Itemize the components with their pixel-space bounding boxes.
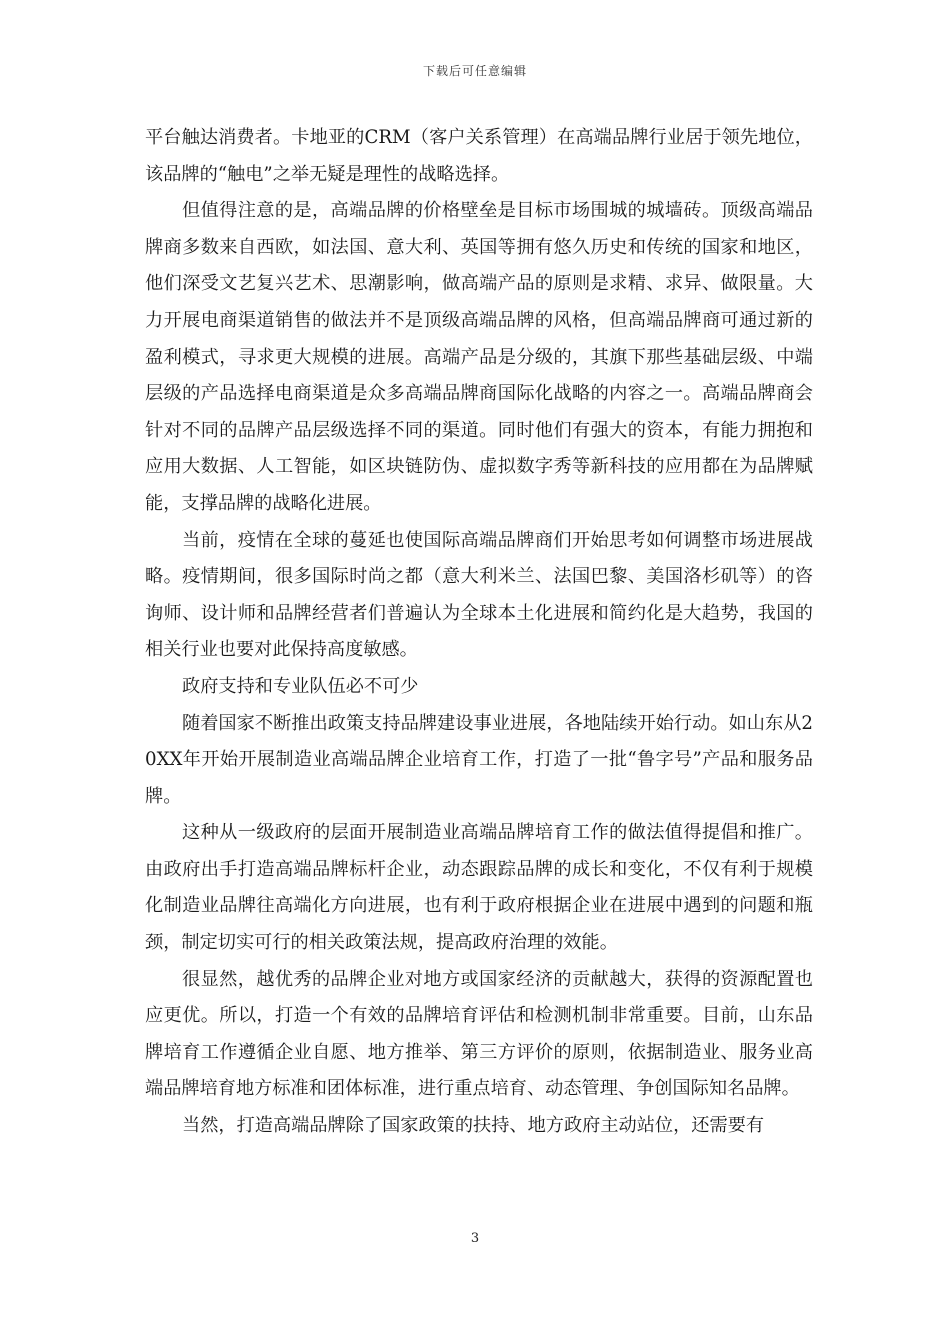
- paragraph-1: 平台触达消费者。卡地亚的CRM（客户关系管理）在高端品牌行业居于领先地位，该品牌的“触电”之举无疑是理性的战略选择。: [145, 127, 813, 185]
- paragraph-6: 很显然，越优秀的品牌企业对地方或国家经济的贡献越大，获得的资源配置也应更优。所以，打造一个有效的品牌培育评估和检测机制非常重要。目前，山东品牌培育工作遵循企业自愿、地方推举、第三方评价的原则，依据制造业、服务业高端品牌培育地方标准和团体标准，进行重点培育、动态管理、争创国际知名品牌。: [145, 968, 813, 1100]
- paragraph-4: 随着国家不断推出政策支持品牌建设事业进展，各地陆续开始行动。如山东从20XX年开始开展制造业高端品牌企业培育工作，打造了一批“鲁字号”产品和服务品牌。: [145, 712, 813, 807]
- document-body: [145, 120, 813, 1145]
- paragraph-5: 这种从一级政府的层面开展制造业高端品牌培育工作的做法值得提倡和推广。由政府出手打造高端品牌标杆企业，动态跟踪品牌的成长和变化，不仅有利于规模化制造业品牌往高端化方向进展，也有利于政府根据企业在进展中遇到的问题和瓶颈，制定切实可行的相关政策法规，提高政府治理的效能。: [145, 822, 813, 954]
- paragraph-2: 但值得注意的是，高端品牌的价格壁垒是目标市场围城的城墙砖。顶级高端品牌商多数来自西欧，如法国、意大利、英国等拥有悠久历史和传统的国家和地区，他们深受文艺复兴艺术、思潮影响，做高端产品的原则是求精、求异、做限量。大力开展电商渠道销售的做法并不是顶级高端品牌的风格，但高端品牌商可通过新的盈利模式，寻求更大规模的进展。高端产品是分级的，其旗下那些基础层级、中端层级的产品选择电商渠道是众多高端品牌商国际化战略的内容之一。高端品牌商会针对不同的品牌产品层级选择不同的渠道。同时他们有强大的资本，有能力拥抱和应用大数据、人工智能，如区块链防伪、虚拟数字秀等新科技的应用都在为品牌赋能，支撑品牌的战略化进展。: [145, 200, 813, 514]
- page-header: 下载后可任意编辑: [422, 64, 527, 78]
- paragraph-3: 当前，疫情在全球的蔓延也使国际高端品牌商们开始思考如何调整市场进展战略。疫情期间，很多国际时尚之都（意大利米兰、法国巴黎、美国洛杉矶等）的咨询师、设计师和品牌经营者们普遍认为全球本土化进展和简约化是大趋势，我国的相关行业也要对此保持高度敏感。: [145, 529, 813, 661]
- section-heading: 政府支持和专业队伍必不可少: [182, 675, 419, 697]
- paragraph-7: 当然，打造高端品牌除了国家政策的扶持、地方政府主动站位，还需要有: [182, 1115, 765, 1137]
- page-number: 3: [470, 1231, 480, 1246]
